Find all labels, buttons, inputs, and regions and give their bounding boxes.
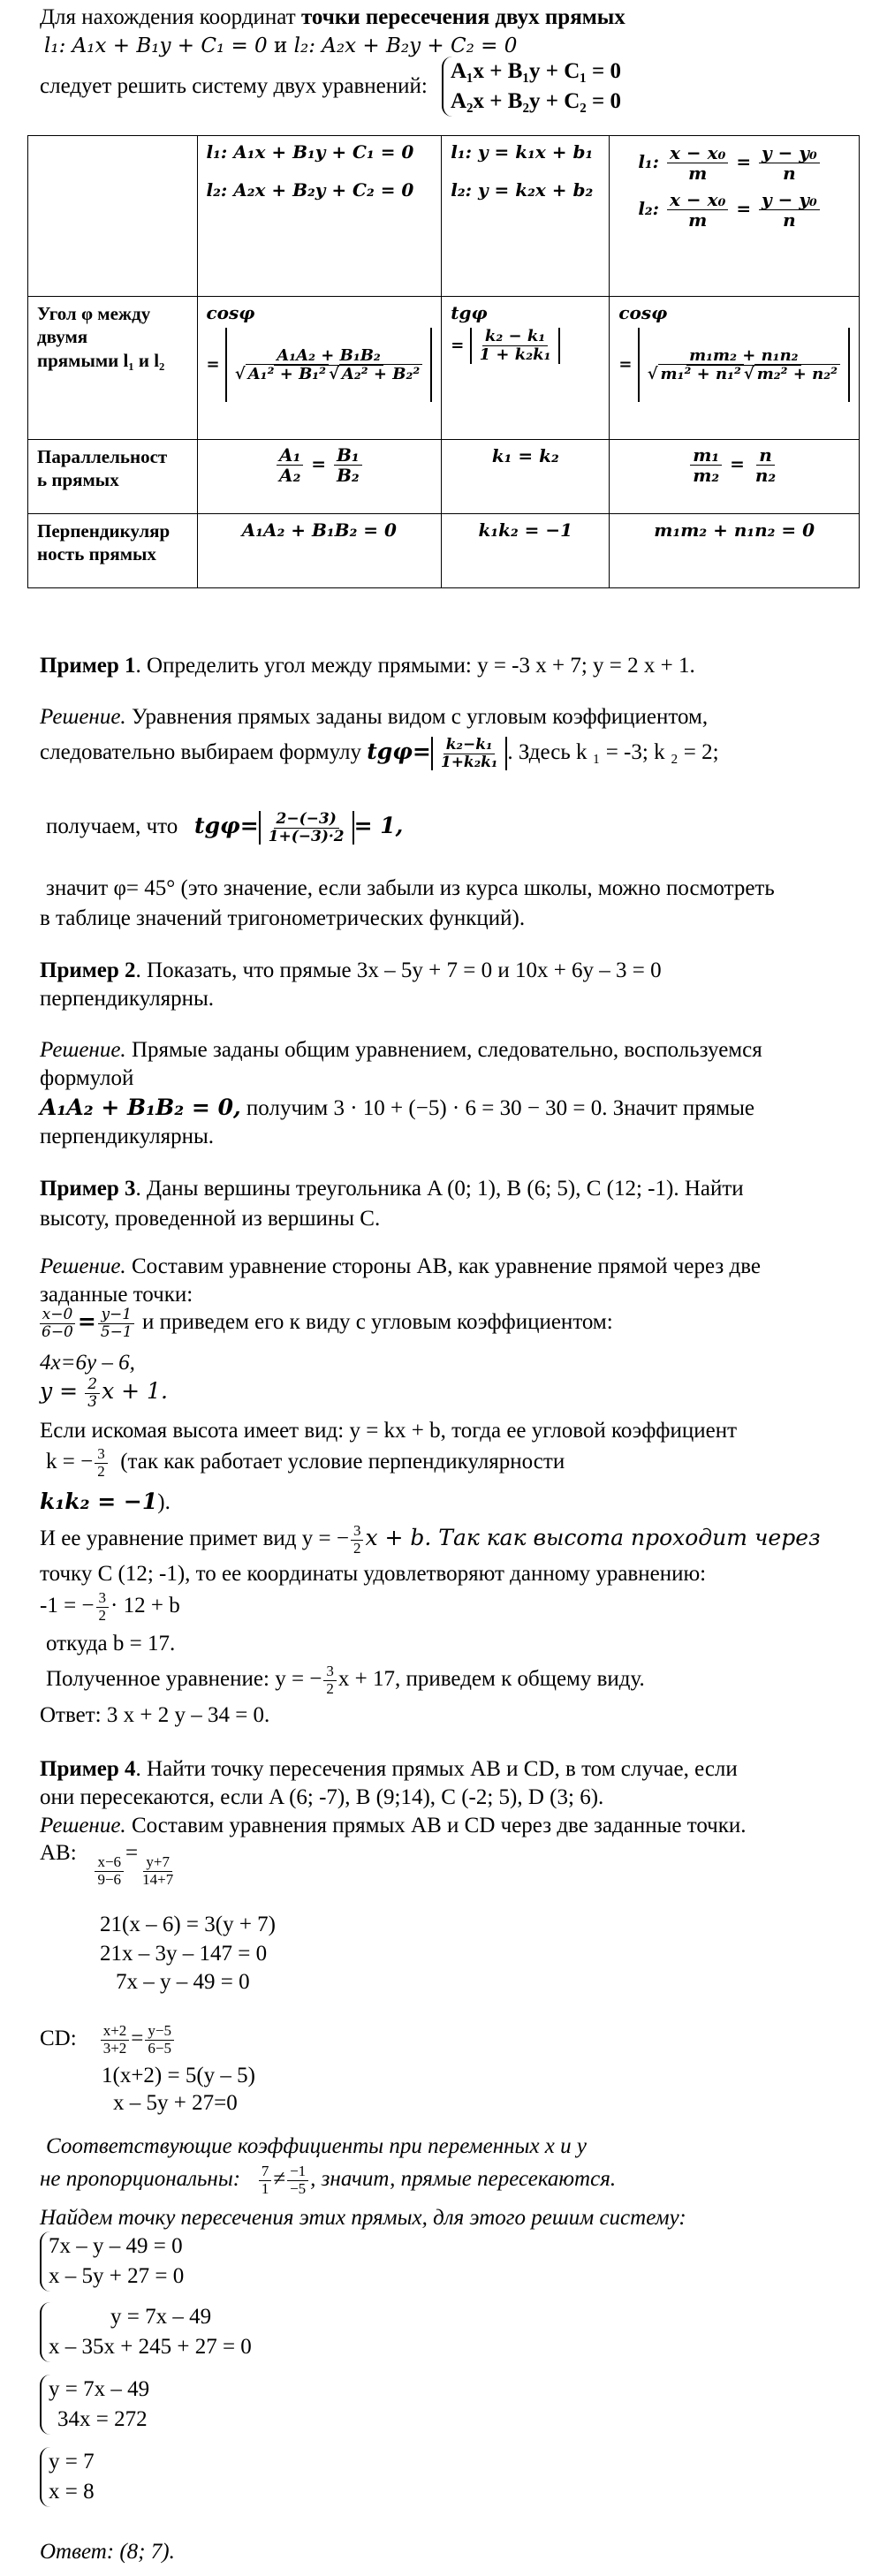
table-cell: m₁m₂ + n₁n₂ = 0 [610,514,860,588]
ex4-system-1: 7x – y – 49 = 0 x – 5y + 27 = 0 [40,2231,184,2292]
ex4-heading: Пример 4. Найти точку пересечения прямых AB и CD, в том случае, если [40,1757,738,1781]
ex3-line-b: И ее уравнение примет вид y = − $\frac{3}{2}$ x + b. Так как высота проходит через [40,1522,821,1557]
table-row [28,297,860,440]
ex3-solution-2: заданные точки: [40,1283,193,1307]
ex4-cd-2: x – 5y + 27=0 [113,2091,238,2115]
table-cell-empty [28,136,198,297]
ex4-coef-2: не пропорциональны: $\frac{7}{1}$ ≠ $\frac{-1}{-5}$ , значит, прямые пересекаются. [40,2163,617,2197]
ex4-ab-3: 7x – y – 49 = 0 [116,1970,250,1994]
ex4-coef-1: Соответствующие коэффициенты при переменных x и y [46,2134,587,2158]
ex2-solution-4: перпендикулярны. [40,1125,215,1148]
ex1-solution-1: Решение. Уравнения прямых заданы видом с угловым коэффициентом, [40,705,709,729]
ex1-solution-2: следовательно выбираем формулу tgφ= $\frac{\text{k₂−k₁}}{\text{1+k₂k₁}}$ . Здесь k ₁ = -3; k ₂ = 2; [40,736,719,771]
ex2-heading-2: перпендикулярны. [40,987,215,1011]
ex3-line-a: Если искомая высота имеет вид: y = kx + b, тогда ее угловой коэффициент [40,1419,738,1443]
table-cell: l₁: y = k₁x + b₁ l₂: y = k₂x + b₂ [442,136,610,297]
table-cell: k₁ = k₂ [442,440,610,514]
table-cell: A₁A₂ + B₁B₂ = 0 [197,514,442,588]
table-row-label: Угол φ между двумя прямыми l₁ и l₂ [28,297,198,440]
table-cell: l₁: A₁x + B₁y + C₁ = 0 l₂: A₂x + B₂y + C₂ = 0 [197,136,442,297]
ex2-solution-1: Решение. Прямые заданы общим уравнением, следовательно, воспользуемся [40,1038,762,1062]
ex3-answer: Ответ: 3 x + 2 y – 34 = 0. [40,1703,270,1727]
ex2-heading: Пример 2. Показать, что прямые 3x – 5y + 7 = 0 и 10x + 6y – 3 = 0 [40,958,662,982]
ex4-solution-1: Решение. Составим уравнения прямых AB и CD через две заданные точки. [40,1814,747,1837]
table-cell: $\frac{\text{m₁}}{\text{m₂}}$ = $\frac{n}{\text{n₂}}$ [610,440,860,514]
ex3-y-eq: y = $\frac{2}{3}$ x + 1. [40,1375,168,1411]
intro-line-1: Для нахождения координат точки пересечения двух прямых [40,5,625,29]
intro-line-3: следует решить систему двух уравнений: [40,74,428,98]
ex2-solution-2: формулой [40,1066,134,1090]
table-cell: cosφ = $\frac{\text{m₁m₂ + n₁n₂}}{\text{√ m₁² + n₁² √ m₂² + n₂²}}$ [610,297,860,440]
ex4-system-2: y = 7x – 49 x – 35x + 245 + 27 = 0 [40,2302,252,2362]
ex3-heading-2: высоту, проведенной из вершины C. [40,1207,381,1231]
ex3-line-d: -1 = − $\frac{3}{2}$ · 12 + b [40,1589,180,1624]
intro-bold-phrase: точки пересечения двух прямых [300,5,625,29]
ex1-result: получаем, что tgφ= $\frac{2-(-3)}{1+(-3)\cdot 2}$ = 1, [46,810,404,845]
ex4-cd-1: 1(x+2) = 5(y – 5) [102,2064,255,2087]
ex2-solution-3: A₁A₂ + B₁B₂ = 0, получим 3 · 10 + (−5) · 6 = 30 − 30 = 0. Значит прямые [40,1095,754,1120]
table-row [28,514,860,588]
ex4-ab-1: 21(x – 6) = 3(y + 7) [100,1913,276,1936]
ex4-find: Найдем точку пересечения этих прямых, для этого решим систему: [40,2206,686,2230]
intro-line-2: l₁: A₁x + B₁y + C₁ = 0 и l₂: A₂x + B₂y + C₂ = 0 [44,34,518,57]
ex3-k1k2: k₁k₂ = −1). [40,1489,171,1514]
ex3-two-point-eq: $\frac{x-0}{6-0}$ = $\frac{y-1}{5-1}$ и приведем его к виду с угловым коэффициентом: [37,1307,613,1340]
table-cell: $\frac{\text{A₁}}{\text{A₂}}$ = $\frac{\text{B₁}}{\text{B₂}}$ [197,440,442,514]
ex4-cd-line: CD: $\frac{x+2}{3+2}$ = $\frac{y-5}{6-5}$ [40,2023,176,2057]
formula-table [27,135,860,588]
table-cell: tgφ = $\frac{\text{k₂ − k₁}}{\text{1 + k₂k₁}}$ [442,297,610,440]
ex3-eq1: 4x=6y – 6, [40,1351,135,1375]
ex1-heading: Пример 1. Определить угол между прямыми: y = -3 x + 7; y = 2 x + 1. [40,654,695,678]
table-cell: k₁k₂ = −1 [442,514,610,588]
table-row [28,136,860,297]
ex3-line-e: откуда b = 17. [46,1632,176,1655]
table-cell: l₁: $\frac{\text{x − x₀}}{m}$ = $\frac{\text{y − y₀}}{n}$ l₂: $\frac{\text{x − x₀}}{m}$ = $\frac{\text{y − y₀}}{n}$ [610,136,860,297]
table-row-label: Параллельност ь прямых [28,440,198,514]
ex3-line-f: Полученное уравнение: y = − $\frac{3}{2}$ x + 17, приведем к общему виду. [46,1663,645,1697]
ex4-heading-2: они пересекаются, если A (6; -7), B (9;14), C (-2; 5), D (3; 6). [40,1785,604,1809]
ex3-k: k = − $\frac{3}{2}$ (так как работает условие перпендикулярности [46,1445,565,1480]
ex3-solution-1: Решение. Составим уравнение стороны AB, как уравнение прямой через две [40,1254,761,1278]
ex4-ab-line: AB: $\frac{x-6}{9-6}$ = $\frac{y+7}{14+7}$ [40,1841,174,1888]
ex1-means-1: значит φ= 45° (это значение, если забыли из курса школы, можно посмотреть [46,876,775,900]
intro-system: A₁x + B₁y + C₁ = 0 A₂x + B₂y + C₂ = 0 [442,57,621,117]
ex4-answer: Ответ: (8; 7). [40,2540,175,2564]
ex4-system-4: y = 7 x = 8 [40,2447,95,2507]
ex4-ab-2: 21x – 3y – 147 = 0 [100,1942,268,1966]
table-row-label: Перпендикуляр ность прямых [28,514,198,588]
ex1-means-2: в таблице значений тригонометрических функций). [40,906,526,930]
ex3-heading: Пример 3. Даны вершины треугольника A (0; 1), B (6; 5), C (12; -1). Найти [40,1177,744,1201]
table-row [28,440,860,514]
table-cell: cosφ = $\frac{\text{A₁A₂ + B₁B₂}}{\text{√ A₁² + B₁² √ A₂² + B₂²}}$ [197,297,442,440]
ex4-system-3: y = 7x – 49 34x = 272 [40,2375,149,2435]
ex3-line-c: точку C (12; -1), то ее координаты удовлетворяют данному уравнению: [40,1562,707,1586]
